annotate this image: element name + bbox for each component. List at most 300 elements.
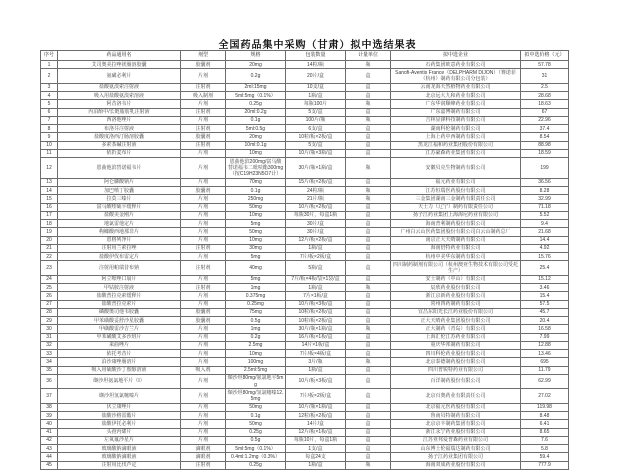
cell-dosage-form: 注射剂 [181, 244, 226, 252]
table-row [41, 69, 569, 84]
cell-pack-quantity: 30片/盒 [286, 228, 346, 236]
cell-pack-quantity: 10粒/板×2板/盒 [286, 317, 346, 325]
cell-dosage-form: 片剂 [181, 333, 226, 341]
cell-pack-quantity: 10片/瓶×3瓶/盒 [286, 149, 346, 157]
cell-seq: 20 [41, 236, 58, 244]
cell-seq: 15 [41, 195, 58, 203]
cell-price: 67 [521, 108, 569, 116]
cell-drug-name: 玻璃酸钠滴眼液 [58, 453, 181, 461]
col-header-seq: 序号 [41, 51, 58, 61]
cell-dosage-form: 滴眼剂 [181, 445, 226, 453]
cell-seq: 7 [41, 116, 58, 124]
cell-seq: 40 [41, 420, 58, 428]
cell-spec: 100mg [226, 358, 286, 366]
cell-unit: 盒 [346, 420, 391, 428]
cell-dosage-form: 片剂 [181, 412, 226, 420]
cell-pack-quantity: 10粒/板×2板/盒 [286, 308, 346, 316]
cell-company: 上海汇伦江苏药业有限公司 [391, 333, 521, 341]
cell-price: 2.5 [521, 83, 569, 91]
table-row [41, 195, 569, 203]
cell-price: 22.96 [521, 116, 569, 124]
cell-spec: 0.25g [226, 428, 286, 436]
cell-unit: 盒 [346, 203, 391, 211]
cell-pack-quantity: 7片/板×2板/盒 [286, 253, 346, 261]
cell-dosage-form: 片剂 [181, 428, 226, 436]
cell-company: 江苏豪森药业集团有限公司 [391, 149, 521, 157]
cell-unit: 盒 [346, 403, 391, 411]
cell-seq: 9 [41, 133, 58, 141]
cell-company: 天士力（辽宁）制药有限责任公司 [391, 203, 521, 211]
cell-drug-name: 甲磺酸雷沙吉兰片 [58, 325, 181, 333]
cell-dosage-form: 片剂 [181, 116, 226, 124]
cell-dosage-form: 胶囊剂 [181, 133, 226, 141]
cell-unit: 盒 [346, 141, 391, 149]
table-row [41, 325, 569, 333]
cell-company: 安徽贝克生物制药有限公司 [391, 158, 521, 179]
cell-price: 11.79 [521, 366, 569, 374]
cell-seq: 18 [41, 220, 58, 228]
cell-dosage-form: 片剂 [181, 253, 226, 261]
cell-price: 37.4 [521, 125, 569, 133]
table-row [41, 203, 569, 211]
table-header-row [41, 51, 569, 61]
cell-price: 12.88 [521, 341, 569, 349]
cell-unit: 盒 [346, 389, 391, 404]
cell-drug-name: 拉莫三嗪片 [58, 195, 181, 203]
cell-price: 32.99 [521, 195, 569, 203]
table-row [41, 141, 569, 149]
cell-company: 广东华润顺峰药业有限公司 [391, 100, 521, 108]
cell-unit: 瓶 [346, 116, 391, 124]
cell-dosage-form: 胶囊剂 [181, 308, 226, 316]
cell-pack-quantity: 1瓶/盒 [286, 461, 346, 469]
cell-dosage-form: 胶囊剂 [181, 61, 226, 69]
cell-seq: 17 [41, 211, 58, 219]
table-row [41, 403, 569, 411]
cell-drug-name: 地氯雷他定片 [58, 220, 181, 228]
cell-spec: 0.25mg [226, 300, 286, 308]
cell-pack-quantity: 5支/盒 [286, 108, 346, 116]
cell-dosage-form: 吸入剂 [181, 366, 226, 374]
cell-seq: 19 [41, 228, 58, 236]
cell-company: 三金集团湖南三金制药有限责任公司 [391, 195, 521, 203]
cell-drug-name: 磷酸奥司他韦胶囊 [58, 308, 181, 316]
table-row [41, 83, 569, 91]
cell-spec: 5ml:5mg（0.1%） [226, 92, 286, 100]
cell-seq: 38 [41, 403, 58, 411]
cell-drug-name: 盐酸伊托必利片 [58, 420, 181, 428]
cell-seq: 5 [41, 100, 58, 108]
cell-seq: 34 [41, 358, 58, 366]
cell-drug-name: 依托考昔片 [58, 350, 181, 358]
table-row [41, 158, 569, 179]
cell-drug-name: 盐酸度洛西汀肠溶胶囊 [58, 133, 181, 141]
cell-unit: 瓶 [346, 325, 391, 333]
cell-dosage-form: 片剂 [181, 374, 226, 389]
cell-price: 45.7 [521, 308, 569, 316]
cell-company: 江苏恒瑞医药股份有限公司 [391, 187, 521, 195]
cell-price: 36.56 [521, 178, 569, 186]
cell-price: 25.4 [521, 261, 569, 276]
cell-spec: 20mg [226, 133, 286, 141]
cell-price: 21.68 [521, 228, 569, 236]
cell-price: 18.63 [521, 100, 569, 108]
cell-company: 正大天晴药业集团股份有限公司 [391, 317, 521, 325]
cell-price: 5.8 [521, 445, 569, 453]
cell-unit: 盒 [346, 211, 391, 219]
cell-seq: 22 [41, 253, 58, 261]
cell-company: 四川制药制剂有限公司（杭州澳亚生物技术有限公司受托生产） [391, 261, 521, 276]
cell-spec: 30mg [226, 244, 286, 252]
cell-dosage-form: 片剂 [181, 275, 226, 283]
cell-dosage-form: 注射剂 [181, 108, 226, 116]
cell-price: 13.46 [521, 350, 569, 358]
cell-company: 石药集团欧意药业有限公司 [391, 61, 521, 69]
cell-spec: 50mg [226, 403, 286, 411]
table-row [41, 453, 569, 461]
cell-unit: 盒 [346, 236, 391, 244]
cell-seq: 10 [41, 141, 58, 149]
cell-pack-quantity: 10片/板×2板/盒 [286, 203, 346, 211]
cell-seq: 3 [41, 83, 58, 91]
table-row [41, 100, 569, 108]
cell-seq: 30 [41, 325, 58, 333]
cell-seq: 16 [41, 203, 58, 211]
cell-dosage-form: 注射剂 [181, 141, 226, 149]
cell-unit: 瓶 [346, 100, 391, 108]
cell-pack-quantity: 7片/板×4板/袋×1袋/盒 [286, 275, 346, 283]
cell-pack-quantity: 7片/板×4板/盒 [286, 350, 346, 358]
cell-pack-quantity: 21片/瓶 [286, 195, 346, 203]
cell-drug-name: 甲苯磺酸妥舒沙星胶囊 [58, 317, 181, 325]
cell-spec: 50mg [226, 420, 286, 428]
cell-seq: 35 [41, 366, 58, 374]
cell-company: 北京百奥药业有限责任公司 [391, 389, 521, 404]
cell-dosage-form: 片剂 [181, 300, 226, 308]
cell-unit: 盒 [346, 292, 391, 300]
cell-pack-quantity: 1瓶/盒 [286, 366, 346, 374]
cell-spec: 0.1g [226, 187, 286, 195]
table-row [41, 133, 569, 141]
table-row [41, 228, 569, 236]
cell-spec: 250mg [226, 195, 286, 203]
cell-unit: 盒 [346, 341, 391, 349]
table-row [41, 461, 569, 469]
cell-company: 黑龙江福和药业集团股份有限公司 [391, 141, 521, 149]
cell-spec: 0.1g [226, 412, 286, 420]
cell-company: 扬子江药业集团上海海尼药业有限公司 [391, 211, 521, 219]
cell-pack-quantity: 14粒/瓶 [286, 61, 346, 69]
cell-unit: 盒 [346, 317, 391, 325]
cell-dosage-form: 注射剂 [181, 83, 226, 91]
cell-unit: 瓶 [346, 158, 391, 179]
table-row [41, 92, 569, 100]
cell-price: 62.99 [521, 374, 569, 389]
cell-spec: 70mg [226, 178, 286, 186]
cell-unit: 盒 [346, 178, 391, 186]
col-header-company: 拟中选企业 [391, 51, 521, 61]
cell-drug-name: 盐酸普拉克索片 [58, 300, 181, 308]
cell-pack-quantity: 7片/板×2板/盒 [286, 389, 346, 404]
cell-seq: 43 [41, 445, 58, 453]
cell-pack-quantity: 每瓶30片，每盒1瓶 [286, 211, 346, 219]
cell-dosage-form: 片剂 [181, 178, 226, 186]
table-row [41, 428, 569, 436]
table-body [41, 61, 569, 470]
cell-seq: 2 [41, 69, 58, 84]
cell-unit: 瓶 [346, 358, 391, 366]
cell-pack-quantity: 15片/板×2板/盒 [286, 178, 346, 186]
cell-company: 重庆华邦制药有限公司 [391, 341, 521, 349]
cell-seq: 28 [41, 308, 58, 316]
cell-unit: 盒 [346, 350, 391, 358]
cell-pack-quantity: 1瓶/盒 [286, 92, 346, 100]
col-header-price: 拟中选价格（元） [521, 51, 569, 61]
table-row [41, 420, 569, 428]
cell-dosage-form: 片剂 [181, 325, 226, 333]
cell-company: 广东嘉博制药有限公司 [391, 108, 521, 116]
cell-dosage-form: 片剂 [181, 436, 226, 444]
cell-pack-quantity: 7片×1板/盒 [286, 292, 346, 300]
cell-dosage-form: 片剂 [181, 220, 226, 228]
cell-seq: 21 [41, 244, 58, 252]
cell-dosage-form: 片剂 [181, 228, 226, 236]
cell-pack-quantity: 每瓶10片，每盒1瓶 [286, 436, 346, 444]
cell-price: 31 [521, 69, 569, 84]
cell-company: 云南龙海天然植物药业有限公司 [391, 83, 521, 91]
cell-price: 7.6 [521, 436, 569, 444]
cell-drug-name: 左氧氟沙星片 [58, 436, 181, 444]
cell-drug-name: 加巴喷丁胶囊 [58, 187, 181, 195]
table-row [41, 350, 569, 358]
cell-unit: 盒 [346, 92, 391, 100]
col-header-pack: 包装数量 [286, 51, 346, 61]
cell-spec: 2.5mg [226, 341, 286, 349]
cell-company: 北京京丰制药集团有限公司 [391, 420, 521, 428]
cell-seq: 12 [41, 158, 58, 179]
cell-drug-name: 丙泊酚中/长链脂肪乳注射液 [58, 108, 181, 116]
cell-pack-quantity: 20片/盒 [286, 69, 346, 84]
cell-drug-name: 泊沙康唑肠溶片 [58, 358, 181, 366]
cell-spec: 0.4ml:1.2mg（0.3%） [226, 453, 286, 461]
cell-dosage-form: 片剂 [181, 403, 226, 411]
cell-price: 695 [521, 358, 569, 366]
cell-unit: 盒 [346, 300, 391, 308]
cell-spec: 0.25g [226, 100, 286, 108]
cell-company: 北京远大九和药业有限公司 [391, 92, 521, 100]
cell-drug-name: 注射用兰索拉唑 [58, 244, 181, 252]
cell-price: 6.41 [521, 420, 569, 428]
cell-seq: 23 [41, 261, 58, 276]
cell-seq: 8 [41, 125, 58, 133]
cell-seq: 4 [41, 92, 58, 100]
table-row [41, 187, 569, 195]
cell-spec: 5mg [226, 220, 286, 228]
cell-spec: 2ml:15mg [226, 83, 286, 91]
cell-spec: 10mg [226, 211, 286, 219]
cell-seq: 39 [41, 412, 58, 420]
cell-drug-name: 来曲唑片 [58, 341, 181, 349]
cell-seq: 29 [41, 317, 58, 325]
cell-spec: 5ml:5mg（0.1%） [226, 445, 286, 453]
cell-seq: 24 [41, 275, 58, 283]
cell-drug-name: 枸橼酸西地那非片 [58, 228, 181, 236]
cell-pack-quantity: 12片/板×2板/盒 [286, 236, 346, 244]
cell-pack-quantity: 1瓶/盒 [286, 284, 346, 292]
cell-pack-quantity: 14片×1板/盒 [286, 341, 346, 349]
cell-price: 8.28 [521, 187, 569, 195]
cell-unit: 盒 [346, 275, 391, 283]
cell-seq: 6 [41, 108, 58, 116]
table-row [41, 300, 569, 308]
cell-drug-name: 艾司奥美拉唑镁肠溶胶囊 [58, 61, 181, 69]
cell-price: 8.54 [521, 133, 569, 141]
cell-drug-name: 缬沙坦氨氯地平片（Ⅰ） [58, 374, 181, 389]
cell-seq: 31 [41, 333, 58, 341]
cell-seq: 33 [41, 350, 58, 358]
table-row [41, 436, 569, 444]
table-row [41, 261, 569, 276]
cell-price: 15.76 [521, 253, 569, 261]
cell-drug-name: 布洛芬注射液 [58, 125, 181, 133]
cell-unit: 盒 [346, 453, 391, 461]
cell-spec: 0.1g [226, 116, 286, 124]
cell-spec: 50mg [226, 228, 286, 236]
cell-company: 南京正大天晴制药有限公司 [391, 236, 521, 244]
cell-drug-name: 氨磺必利片 [58, 69, 181, 84]
cell-company: 常州四药制药有限公司 [391, 300, 521, 308]
cell-spec: 20ml:0.2g [226, 108, 286, 116]
cell-dosage-form: 片剂 [181, 203, 226, 211]
table-row [41, 333, 569, 341]
table-row [41, 275, 569, 283]
cell-drug-name: 缬沙坦氢氯噻嗪片 [58, 389, 181, 404]
table-row [41, 244, 569, 252]
cell-dosage-form: 片剂 [181, 389, 226, 404]
table-row [41, 412, 569, 420]
table-row [41, 358, 569, 366]
cell-price: 15.12 [521, 275, 569, 283]
cell-dosage-form: 片剂 [181, 211, 226, 219]
cell-company: 杭州中美华东制药有限公司 [391, 253, 521, 261]
cell-unit: 盒 [346, 220, 391, 228]
cell-pack-quantity: 10片/板×3板/盒 [286, 374, 346, 389]
cell-spec: 恩曲他滨200mg/富马酸替诺福韦二吡呋酯300mg（按C19H23N5O7计） [226, 158, 286, 179]
cell-pack-quantity: 12片/板×1板/盒 [286, 428, 346, 436]
table-row [41, 366, 569, 374]
cell-price: 57.78 [521, 61, 569, 69]
cell-pack-quantity: 14片/盒 [286, 420, 346, 428]
cell-dosage-form: 吸入制剂 [181, 92, 226, 100]
cell-unit: 盒 [346, 261, 391, 276]
cell-pack-quantity: 24粒/瓶 [286, 187, 346, 195]
cell-spec: 75mg [226, 308, 286, 316]
cell-unit: 盒 [346, 366, 391, 374]
table-row [41, 445, 569, 453]
cell-drug-name: 盐酸伊伐布雷定片 [58, 253, 181, 261]
cell-unit: 瓶 [346, 461, 391, 469]
cell-price: 777.9 [521, 461, 569, 469]
cell-dosage-form: 片剂 [181, 292, 226, 300]
cell-drug-name: 阿仑膦酸钠片 [58, 178, 181, 186]
cell-dosage-form: 片剂 [181, 358, 226, 366]
cell-drug-name: 伏立康唑片 [58, 403, 181, 411]
cell-dosage-form: 注射剂 [181, 261, 226, 276]
cell-seq: 25 [41, 284, 58, 292]
cell-seq: 11 [41, 149, 58, 157]
cell-spec: 40mg [226, 261, 286, 276]
cell-seq: 41 [41, 428, 58, 436]
cell-price: 20.4 [521, 317, 569, 325]
cell-seq: 13 [41, 178, 58, 186]
cell-spec: 2.5ml:5mg [226, 366, 286, 374]
cell-unit: 盒 [346, 436, 391, 444]
cell-price: 14.4 [521, 236, 569, 244]
cell-seq: 14 [41, 187, 58, 195]
cell-pack-quantity: 30片/盒 [286, 220, 346, 228]
table-row [41, 317, 569, 325]
table-row [41, 220, 569, 228]
cell-dosage-form: 片剂 [181, 195, 226, 203]
cell-drug-name: 甲钴胺注射液 [58, 284, 181, 292]
cell-drug-name: 玻璃酸钠滴眼液 [58, 445, 181, 453]
table-row [41, 125, 569, 133]
cell-spec: 0.2g [226, 69, 286, 84]
cell-unit: 盒 [346, 125, 391, 133]
cell-unit: 盒 [346, 149, 391, 157]
cell-spec: 10mg [226, 350, 286, 358]
cell-spec: 10mg [226, 149, 286, 157]
cell-unit: 盒 [346, 374, 391, 389]
cell-dosage-form: 片剂 [181, 420, 226, 428]
col-header-drug: 药品通用名 [58, 51, 181, 61]
cell-price: 119.98 [521, 403, 569, 411]
cell-price: 18.59 [521, 149, 569, 157]
cell-pack-quantity: 30片/瓶×1瓶/盒 [286, 158, 346, 179]
cell-dosage-form: 片剂 [181, 158, 226, 179]
cell-spec: 0.5g [226, 317, 286, 325]
cell-pack-quantity: 1瓶/盒 [286, 244, 346, 252]
cell-pack-quantity: 每盒24支 [286, 453, 346, 461]
cell-dosage-form: 胶囊剂 [181, 187, 226, 195]
table-row [41, 211, 569, 219]
cell-price: 27.02 [521, 389, 569, 404]
cell-dosage-form: 滴眼剂 [181, 453, 226, 461]
cell-seq: 42 [41, 436, 58, 444]
table-row [41, 253, 569, 261]
cell-unit: 盒 [346, 83, 391, 91]
results-table-wrapper [40, 50, 568, 470]
cell-price: 88.98 [521, 141, 569, 149]
cell-seq: 26 [41, 292, 58, 300]
cell-company: 浙江京新药业股份有限公司 [391, 292, 521, 300]
cell-drug-name: 阿昔洛韦片 [58, 100, 181, 108]
cell-spec: 缬沙坦80mg/氨氯地平5mg [226, 374, 286, 389]
cell-pack-quantity: 10支/盒 [286, 83, 346, 91]
cell-unit: 盒 [346, 133, 391, 141]
cell-unit: 瓶 [346, 61, 391, 69]
col-header-spec: 规格 [226, 51, 286, 61]
cell-unit: 盒 [346, 108, 391, 116]
cell-company: 广州白云山医药集团股份有限公司白云山制药总厂 [391, 228, 521, 236]
cell-pack-quantity: 5支/盒 [286, 141, 346, 149]
cell-price: 3.46 [521, 284, 569, 292]
cell-unit: 瓶 [346, 195, 391, 203]
cell-dosage-form: 片剂 [181, 236, 226, 244]
cell-company: 福元药业有限公司 [391, 178, 521, 186]
cell-pack-quantity: 12粒/板×2板/盒 [286, 412, 346, 420]
cell-pack-quantity: 5瓶/盒 [286, 261, 346, 276]
